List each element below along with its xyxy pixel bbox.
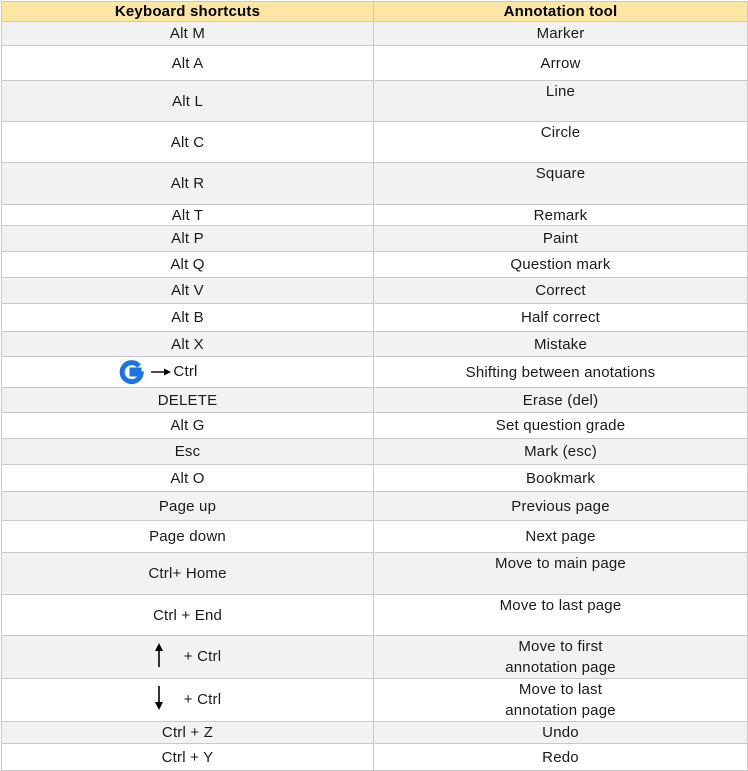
annotation-tool-line2: annotation page <box>505 702 616 719</box>
arrow-right-icon <box>151 364 171 381</box>
annotation-tool-line1: Move to last <box>518 681 603 698</box>
annotation-tool: Correct <box>374 278 748 304</box>
shortcut-key: Alt R <box>2 163 374 205</box>
annotation-tool: Undo <box>374 722 748 744</box>
annotation-tool: Bookmark <box>374 465 748 492</box>
table-row <box>2 388 748 413</box>
annotation-tool-line1: Move to first <box>518 638 603 655</box>
shortcuts-table <box>1 1 748 771</box>
shortcut-key: DELETE <box>2 388 374 413</box>
g-logo-icon <box>117 357 147 387</box>
table-header-row <box>2 2 748 22</box>
annotation-tool: Set question grade <box>374 413 748 439</box>
table-row <box>2 679 748 722</box>
table-row <box>2 46 748 81</box>
table-row <box>2 332 748 357</box>
annotation-tool: Erase (del) <box>374 388 748 413</box>
annotation-tool-cell <box>374 679 748 722</box>
table-row <box>2 205 748 226</box>
annotation-tool: Half correct <box>374 304 748 332</box>
table-row <box>2 252 748 278</box>
table-row <box>2 595 748 636</box>
shortcut-key: + Ctrl <box>183 690 222 708</box>
shortcut-key-cell <box>2 357 374 388</box>
shortcut-key: Alt Q <box>2 252 374 278</box>
annotation-tool: Move to last page <box>374 595 748 636</box>
shortcut-key: Ctrl <box>173 362 198 380</box>
table-row <box>2 439 748 465</box>
table-row <box>2 163 748 205</box>
shortcut-key-cell <box>2 679 374 722</box>
table-row <box>2 521 748 553</box>
shortcut-key: Alt A <box>2 46 374 81</box>
annotation-tool: Circle <box>374 122 748 163</box>
table-row <box>2 492 748 521</box>
table-row <box>2 744 748 771</box>
shortcut-key: Ctrl + Z <box>2 722 374 744</box>
annotation-tool: Remark <box>374 205 748 226</box>
shortcut-key: Ctrl + Y <box>2 744 374 771</box>
table-row <box>2 413 748 439</box>
shortcut-key: Page down <box>2 521 374 553</box>
shortcut-key: Ctrl + End <box>2 595 374 636</box>
shortcut-key: + Ctrl <box>183 647 222 665</box>
table-row <box>2 357 748 388</box>
table-row <box>2 465 748 492</box>
shortcut-key: Alt P <box>2 226 374 252</box>
header-annotation-tool: Annotation tool <box>374 2 748 22</box>
annotation-tool: Question mark <box>374 252 748 278</box>
table-row <box>2 722 748 744</box>
shortcut-key: Alt B <box>2 304 374 332</box>
shortcut-key: Ctrl+ Home <box>2 553 374 595</box>
annotation-tool: Redo <box>374 744 748 771</box>
annotation-tool: Line <box>374 81 748 122</box>
shortcut-key: Alt V <box>2 278 374 304</box>
arrow-down-icon <box>154 686 164 714</box>
table-row <box>2 636 748 679</box>
shortcut-key: Alt C <box>2 122 374 163</box>
table-row <box>2 304 748 332</box>
table-row <box>2 278 748 304</box>
shortcut-key: Page up <box>2 492 374 521</box>
annotation-tool: Next page <box>374 521 748 553</box>
annotation-tool: Move to main page <box>374 553 748 595</box>
annotation-tool: Square <box>374 163 748 205</box>
header-keyboard-shortcuts: Keyboard shortcuts <box>2 2 374 22</box>
table-row <box>2 122 748 163</box>
shortcut-key: Alt T <box>2 205 374 226</box>
annotation-tool: Mistake <box>374 332 748 357</box>
annotation-tool-line2: annotation page <box>505 659 616 676</box>
table-row <box>2 553 748 595</box>
shortcut-key: Alt G <box>2 413 374 439</box>
annotation-tool: Paint <box>374 226 748 252</box>
annotation-tool: Mark (esc) <box>374 439 748 465</box>
table-row <box>2 81 748 122</box>
annotation-tool: Shifting between anotations <box>374 357 748 388</box>
annotation-tool: Marker <box>374 22 748 46</box>
annotation-tool-cell <box>374 636 748 679</box>
table-row <box>2 226 748 252</box>
shortcut-key: Alt O <box>2 465 374 492</box>
annotation-tool: Previous page <box>374 492 748 521</box>
arrow-up-icon <box>154 643 164 671</box>
shortcut-key: Alt X <box>2 332 374 357</box>
shortcut-key: Alt M <box>2 22 374 46</box>
shortcut-key-cell <box>2 636 374 679</box>
table-row <box>2 22 748 46</box>
shortcut-key: Alt L <box>2 81 374 122</box>
shortcut-key: Esc <box>2 439 374 465</box>
annotation-tool: Arrow <box>374 46 748 81</box>
